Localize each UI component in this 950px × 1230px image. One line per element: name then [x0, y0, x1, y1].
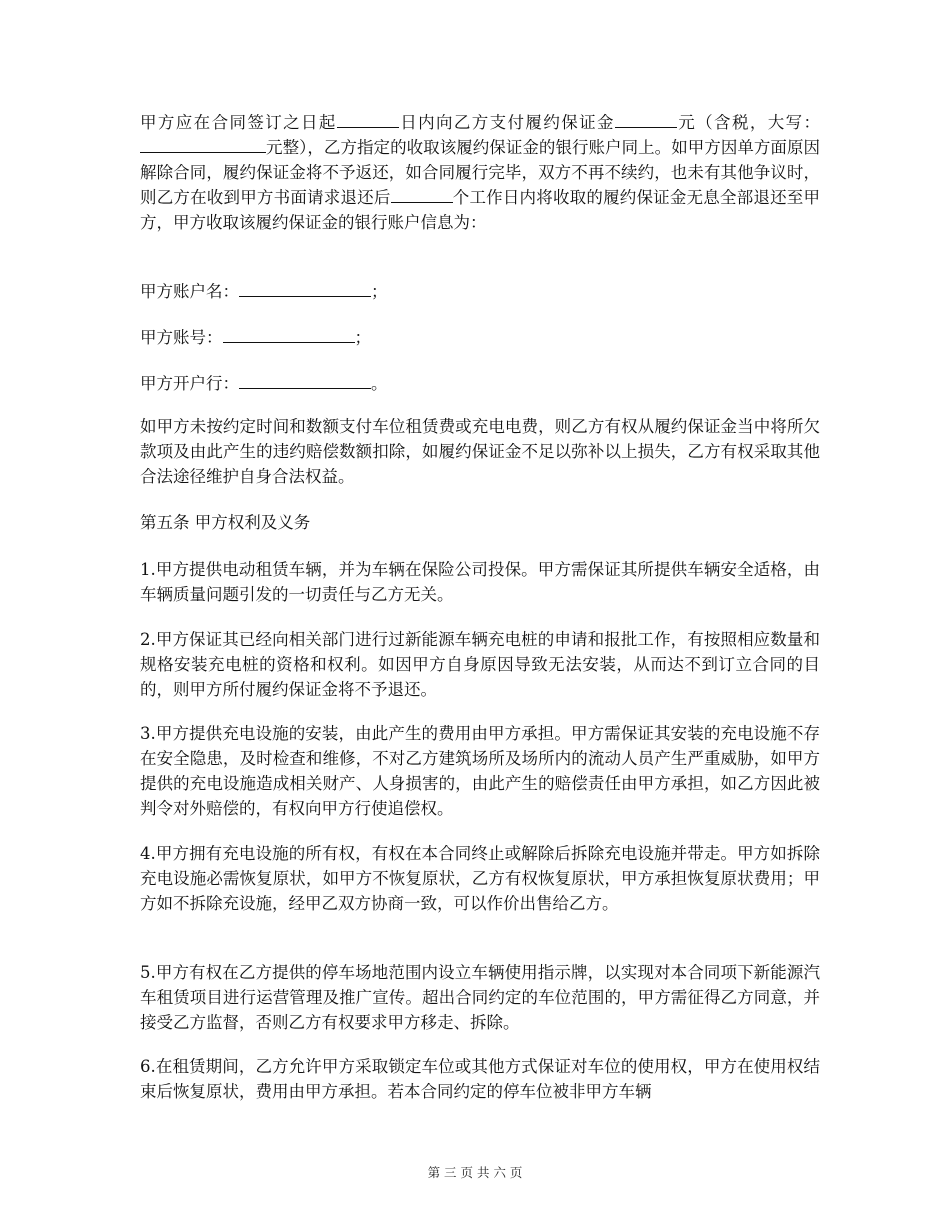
account-name-end: ； — [371, 282, 388, 301]
list-item: 4.甲方拥有充电设施的所有权，有权在本合同终止或解除后拆除充电设施并带走。甲方如拆除充电设施必需恢复原状，如甲方不恢复原状，乙方有权恢复原状，甲方承担恢复原状费用；甲方如不拆除充设施，经甲乙双方协商一致，可以作价出售给乙方。 — [140, 844, 820, 913]
deposit-text-5: 个工作日内将收取的履约保证金无息全部退还至甲方，甲方收取该履约保证金的银行账户信息为： — [140, 188, 821, 232]
section-title: 第五条 甲方权利及义务 — [140, 513, 311, 532]
paragraph-deposit — [140, 110, 820, 235]
account-number-line — [140, 325, 820, 350]
refund-days-blank — [391, 186, 453, 203]
list-item: 2.甲方保证其已经向相关部门进行过新能源车辆充电桩的申请和报批工作，有按照相应数量和规格安装充电桩的资格和权利。如因甲方自身原因导致无法安装，从而达不到订立合同的目的，则甲方所付履约保证金将不予退还。 — [140, 630, 820, 699]
amount-in-words-blank — [140, 136, 266, 153]
days-blank — [337, 111, 399, 128]
paragraph-penalty: 如甲方未按约定时间和数额支付车位租赁费或充电电费，则乙方有权从履约保证金当中将所欠款项及由此产生的违约赔偿数额扣除，如履约保证金不足以弥补以上损失，乙方有权采取其他合法途径维护自身合法权益。 — [140, 417, 820, 486]
account-number-blank — [223, 326, 355, 343]
account-bank-blank — [239, 372, 371, 389]
list-item: 1.甲方提供电动租赁车辆，并为车辆在保险公司投保。甲方需保证其所提供车辆安全适格，由车辆质量问题引发的一切责任与乙方无关。 — [140, 560, 820, 604]
amount-blank — [615, 111, 677, 128]
account-name-line — [140, 279, 820, 304]
account-bank-end: 。 — [371, 374, 388, 393]
deposit-text-3: 元（含税，大写： — [676, 113, 820, 132]
deposit-text-4: 元整），乙方指定的收取该履约保证金的银行账户同上。如甲方因单方面原因解除合同，履约保证金将不予返还，如合同履行完毕，双方不再不续约，也未有其他争议时，则乙方在收到甲方书面请求退还后 — [140, 138, 820, 207]
account-bank-label: 甲方开户行： — [140, 374, 239, 393]
account-bank-line — [140, 371, 820, 396]
account-name-blank — [239, 280, 371, 297]
deposit-text-1: 甲方应在合同签订之日起 — [140, 113, 337, 132]
account-number-label: 甲方账号： — [140, 328, 223, 347]
deposit-text-2: 日内向乙方支付履约保证金 — [398, 113, 615, 132]
list-item: 5.甲方有权在乙方提供的停车场地范围内设立车辆使用指示牌，以实现对本合同项下新能源汽车租赁项目进行运营管理及推广宣传。超出合同约定的车位范围的，甲方需征得乙方同意，并接受乙方监督，否则乙方有权要求甲方移走、拆除。 — [140, 963, 820, 1032]
list-item: 3.甲方提供充电设施的安装，由此产生的费用由甲方承担。甲方需保证其安装的充电设施不存在安全隐患，及时检查和维修，不对乙方建筑场所及场所内的流动人员产生严重威胁，如甲方提供的充电设施造成相关财产、人身损害的，由此产生的赔偿责任由甲方承担，如乙方因此被判令对外赔偿的，有权向甲方行使追偿权。 — [140, 724, 820, 818]
list-item: 6.在租赁期间，乙方允许甲方采取锁定车位或其他方式保证对车位的使用权，甲方在使用权结束后恢复原状，费用由甲方承担。若本合同约定的停车位被非甲方车辆 — [140, 1057, 820, 1101]
account-name-label: 甲方账户名： — [140, 282, 239, 301]
account-number-end: ； — [354, 328, 371, 347]
page-footer: 第 三 页 共 六 页 — [427, 1165, 523, 1180]
